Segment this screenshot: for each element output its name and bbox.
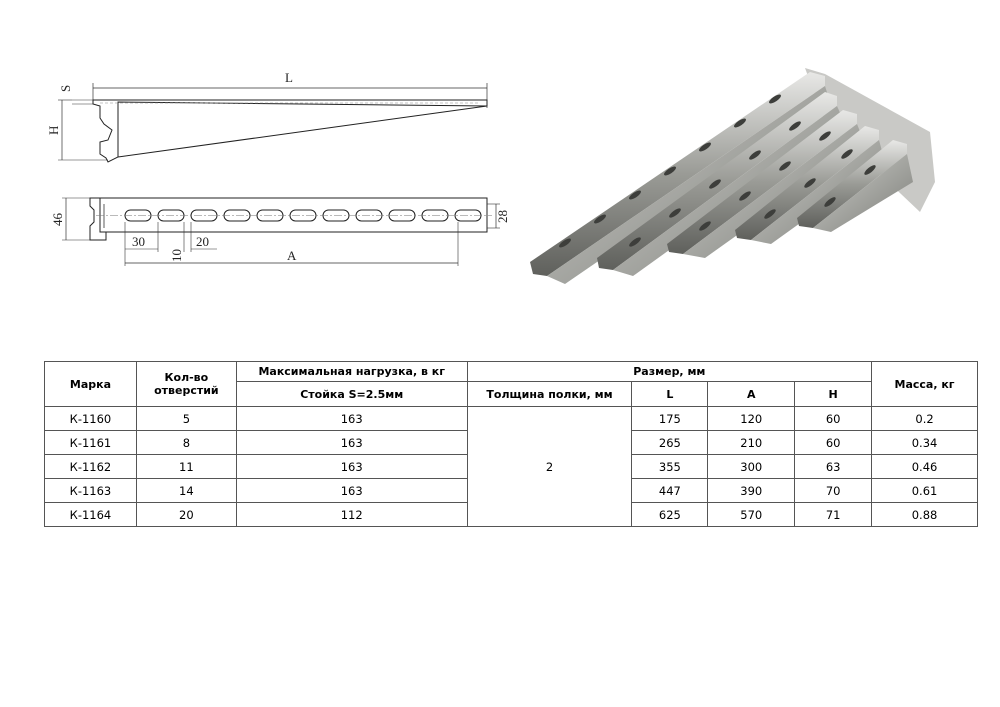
cell-A: 120 [708,407,795,431]
cell-H: 63 [795,455,872,479]
cell-mass: 0.34 [872,431,978,455]
cell-L: 265 [632,431,708,455]
cell-L: 625 [632,503,708,527]
header-A: A [708,382,795,407]
cell-marka: К-1163 [45,479,137,503]
label-30: 30 [132,234,145,249]
product-photo [525,62,945,284]
cell-H: 70 [795,479,872,503]
cell-mass: 0.46 [872,455,978,479]
cell-A: 210 [708,431,795,455]
cell-A: 570 [708,503,795,527]
header-holes: Кол-во отверстий [136,362,236,407]
spec-table [44,361,978,527]
header-post: Стойка S=2.5мм [236,382,467,407]
header-size: Размер, мм [467,362,871,382]
table-row [45,407,978,431]
cell-load: 163 [236,431,467,455]
technical-drawing [0,0,520,290]
cell-load: 163 [236,479,467,503]
cell-holes: 8 [136,431,236,455]
cell-H: 60 [795,431,872,455]
cell-L: 355 [632,455,708,479]
header-marka: Марка [45,362,137,407]
cell-H: 60 [795,407,872,431]
label-S: S [58,84,73,92]
cell-holes: 11 [136,455,236,479]
cell-holes: 5 [136,407,236,431]
cell-mass: 0.61 [872,479,978,503]
cell-L: 447 [632,479,708,503]
cell-mass: 0.2 [872,407,978,431]
label-H: H [46,125,61,135]
cell-load: 163 [236,455,467,479]
label-28: 28 [495,210,510,223]
header-mass: Масса, кг [872,362,978,407]
cell-thickness: 2 [467,407,632,527]
cell-marka: К-1164 [45,503,137,527]
label-46: 46 [50,213,65,226]
cell-marka: К-1161 [45,431,137,455]
cell-marka: К-1162 [45,455,137,479]
header-H: H [795,382,872,407]
label-10: 10 [169,249,184,262]
label-A: A [287,248,297,263]
cell-A: 390 [708,479,795,503]
cell-mass: 0.88 [872,503,978,527]
plan-view [62,198,500,266]
label-20: 20 [196,234,209,249]
cell-holes: 14 [136,479,236,503]
cell-load: 112 [236,503,467,527]
cell-holes: 20 [136,503,236,527]
label-L: L [285,70,293,85]
cell-marka: К-1160 [45,407,137,431]
table-header-row [45,362,978,382]
cell-A: 300 [708,455,795,479]
header-L: L [632,382,708,407]
cell-L: 175 [632,407,708,431]
cell-load: 163 [236,407,467,431]
header-max-load: Максимальная нагрузка, в кг [236,362,467,382]
cell-H: 71 [795,503,872,527]
side-view [58,83,487,162]
header-thickness: Толщина полки, мм [467,382,632,407]
